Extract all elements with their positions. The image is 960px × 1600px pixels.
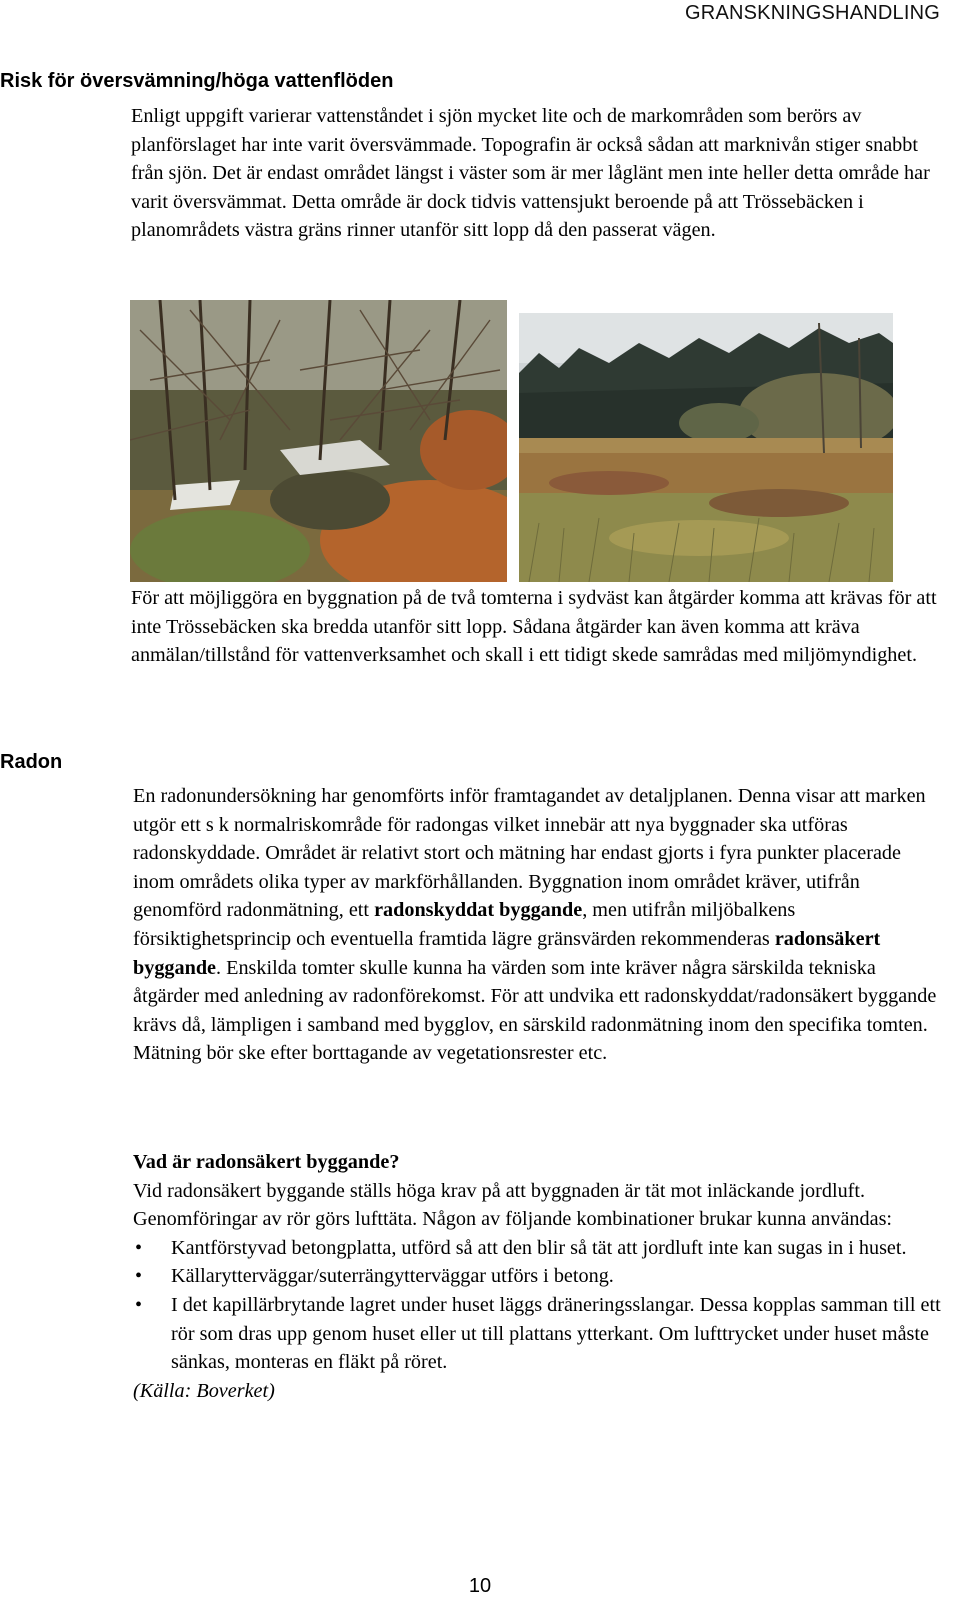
radon-safe-subheading: Vad är radonsäkert byggande? [133,1151,400,1173]
list-item [133,1262,948,1291]
source-citation: (Källa: Boverket) [133,1379,275,1402]
radon-paragraph [133,782,943,1068]
bullet-marker: • [135,1265,143,1288]
page-number: 10 [468,1575,492,1597]
bullet-marker: • [135,1293,143,1316]
list-item-text: Källarytterväggar/suterrängytterväggar utförs i betong. [171,1265,614,1288]
flood-paragraph-1: Enligt uppgift varierar vattenståndet i sjön mycket lite och de markområden som berörs av planförslaget har inte varit översvämmade. Topografin är också sådan att marknivån stiger snabbt från sjön. Det är endast området längst i väster som är mer låglänt men inte heller detta område har varit översvämmat. Detta område är dock tidvis vattensjukt beroende på att Trössebäcken i planområdets västra gräns rinner utanför sitt lopp då den passerat vägen. [131,105,930,242]
radon-safe-intro: Vid radonsäkert byggande ställs höga krav på att byggnaden är tät mot inläckande jordluft. Genomföringar av rör görs lufttäta. Någon av följande kombinationer brukar kunna användas: [133,1179,893,1231]
flood-paragraph-2: För att möjliggöra en byggnation på de två tomterna i sydväst kan åtgärder komma att krävas för att inte Trössebäcken ska bredda utanför sitt lopp. Sådana åtgärder kan även komma att kräva anmälan/tillstånd för vattenverksamhet och skall i ett tidigt skede samrådas med miljömyndighet. [131,587,937,667]
wetland-meadow-photo [519,313,893,582]
list-item [133,1291,948,1377]
flood-risk-heading: Risk för översvämning/höga vattenflöden [0,70,394,92]
radon-protected-term: radonskyddat byggande [374,899,583,922]
list-item [133,1234,948,1263]
radon-heading: Radon [0,751,63,773]
document-status-label: GRANSKNINGSHANDLING [685,2,940,24]
bullet-marker: • [135,1236,143,1259]
radon-safe-term: radonsäkert byggande [133,927,881,979]
radon-measures-list [133,1234,948,1377]
stream-bank-photo [130,300,507,582]
radon-text-c: , men utifrån miljöbalkens försiktighetsprincip och eventuella framtida lägre gränsvärden rekommenderas [133,899,796,950]
list-item-text: Kantförstyvad betongplatta, utförd så att den blir så tät att jordluft inte kan sugas in i huset. [171,1236,907,1259]
radon-text-e: . Enskilda tomter skulle kunna ha värden som inte kräver några särskilda tekniska åtgärder med anledning av radonförekomst. För att undvika ett radonskyddat/radonsäkert byggande krävs då, lämpligen i samband med bygglov, en särskild radonmätning inom den specifika tomten. Mätning bör ske efter borttagande av vegetationsrester etc. [133,956,937,1065]
list-item-text: I det kapillärbrytande lagret under huset läggs dräneringsslangar. Dessa kopplas samman till ett rör som dras upp genom huset eller ut till plattans ytterkant. Om lufttrycket under huset måste sänkas, monteras en fläkt på röret. [171,1293,941,1374]
radon-safe-section [133,1148,948,1405]
radon-text-a: En radonundersökning har genomförts inför framtagandet av detaljplanen. Denna visar att marken utgör ett s k normalriskområde för radongas vilket innebär att nya byggnader ska utföras radonskyddade. Området är relativt stort och mätning har endast gjorts i fyra punkter placerade inom områdets olika typer av markförhållanden. Byggnation inom området kräver, utifrån genomförd radonmätning, ett [133,785,926,922]
